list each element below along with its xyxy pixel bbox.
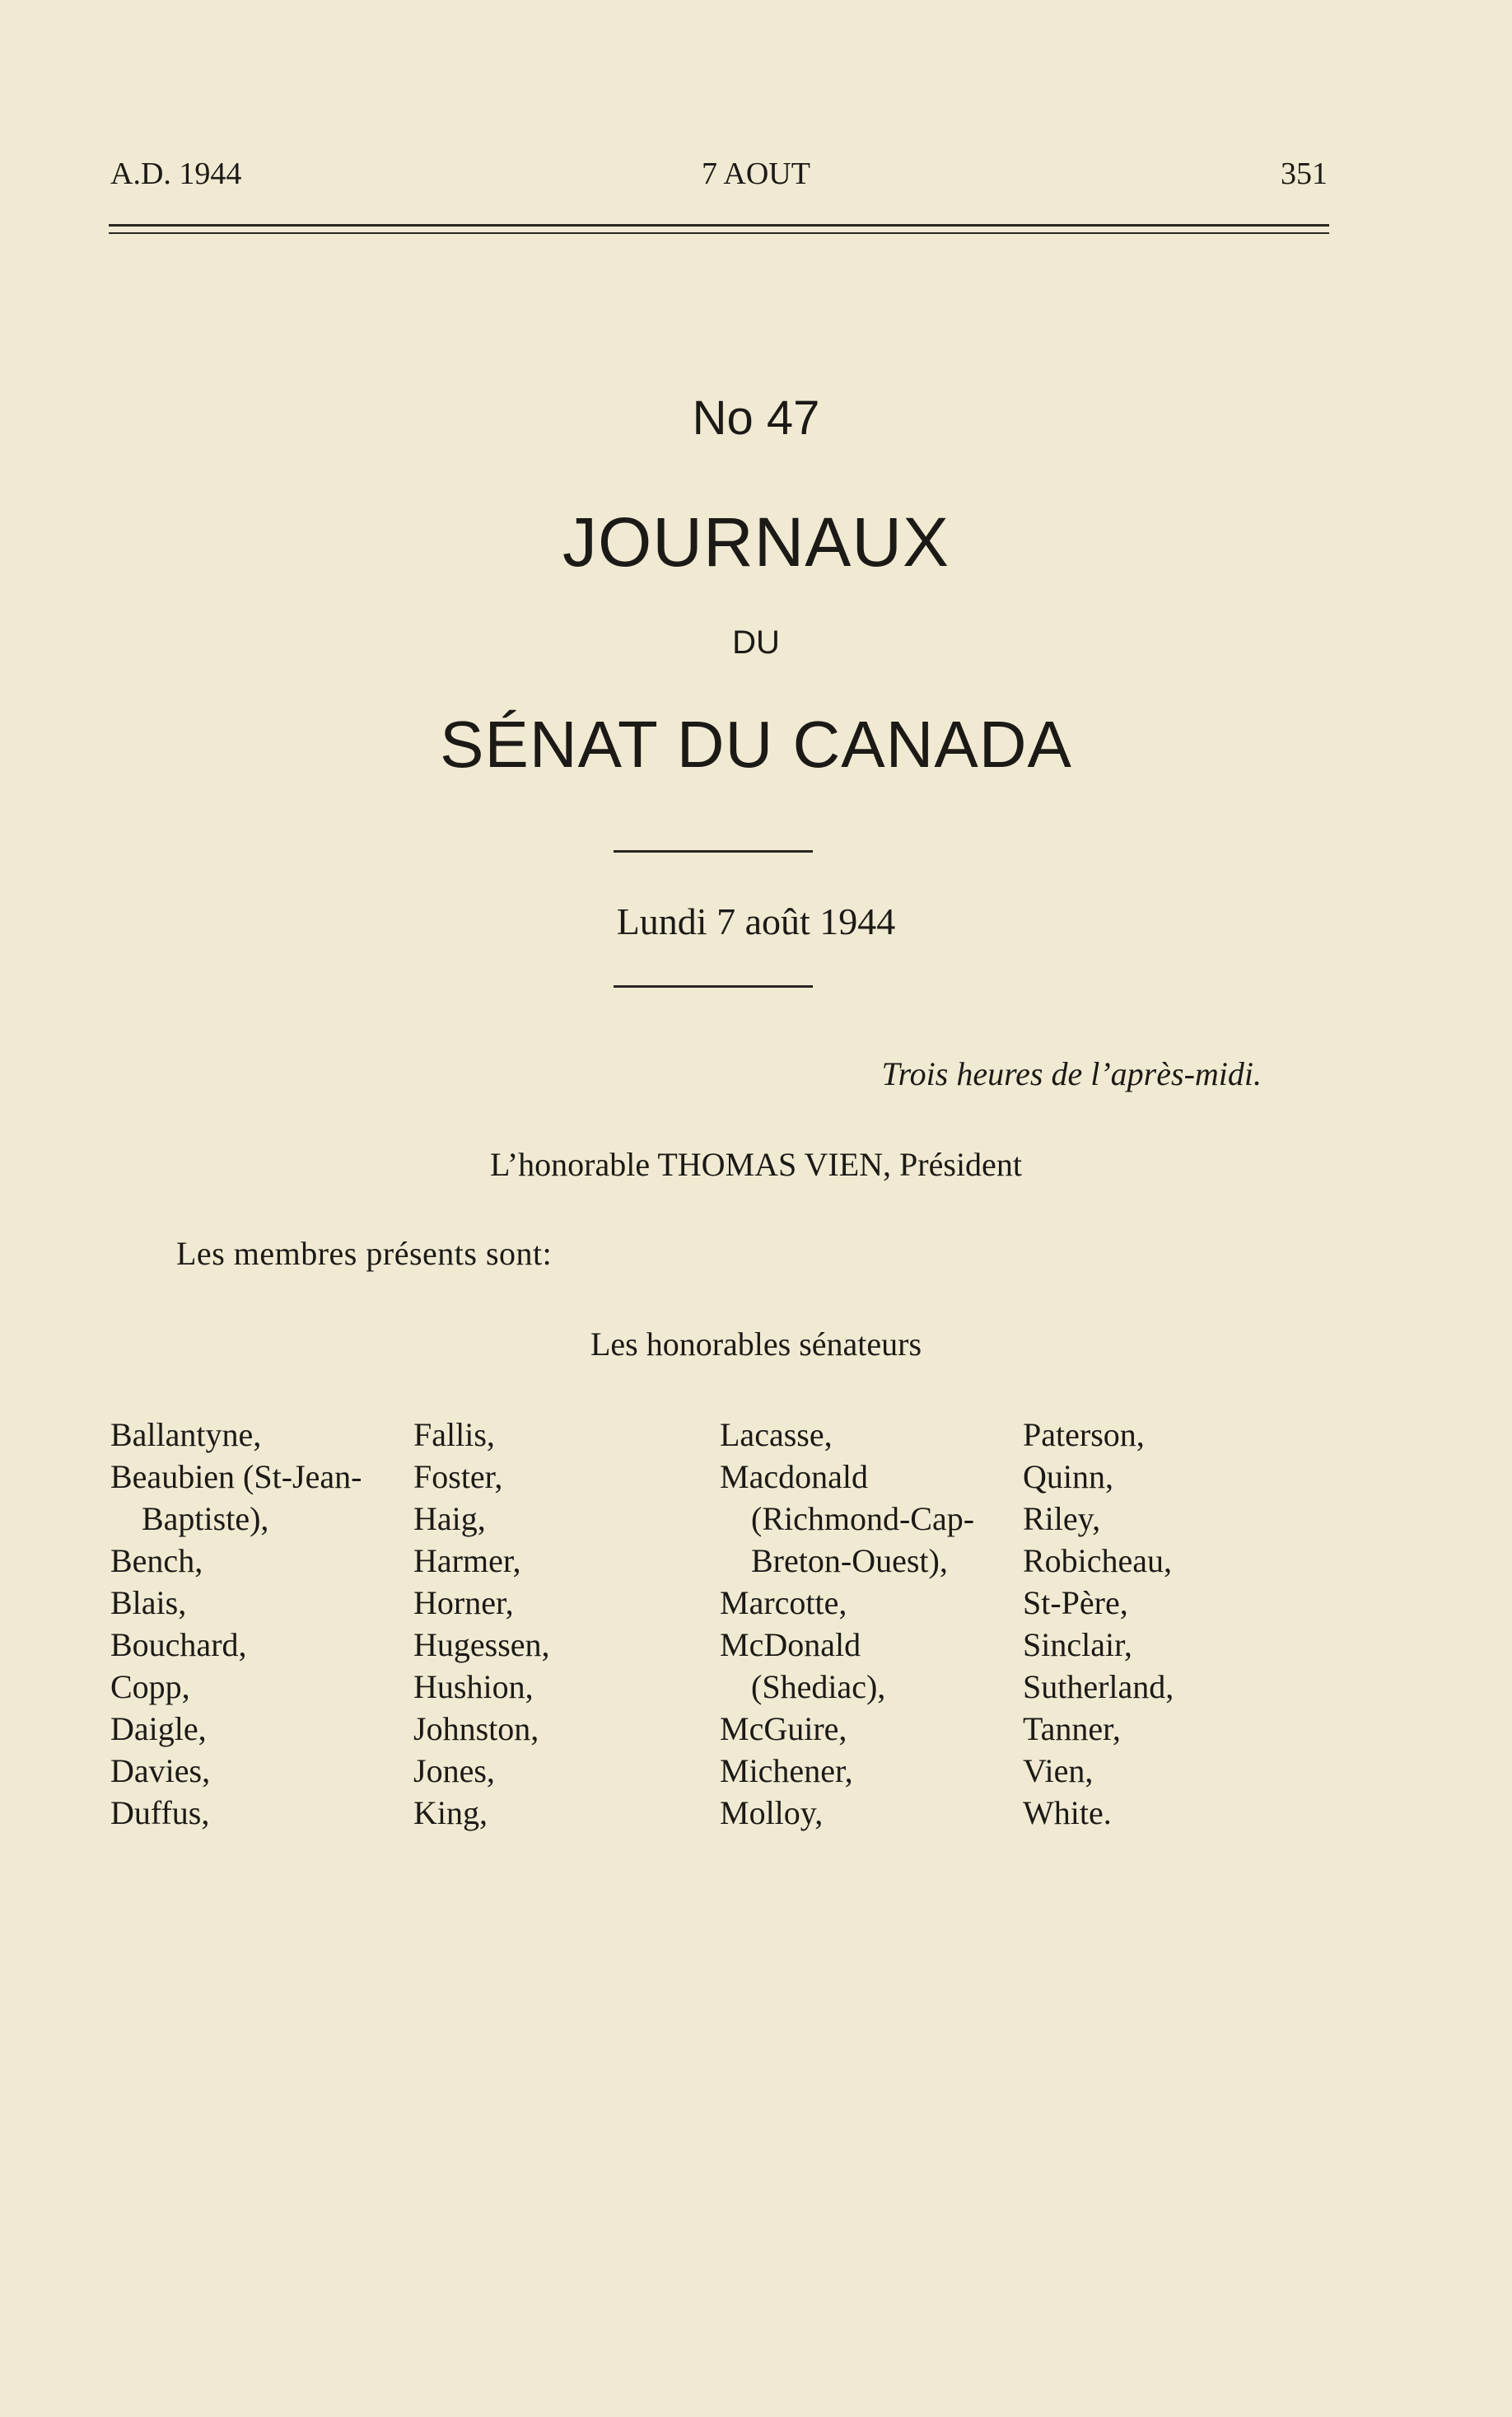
- senators-column-3: [720, 1414, 974, 1834]
- senator-name: Harmer,: [413, 1542, 521, 1579]
- senator-name: Ballantyne,: [110, 1416, 262, 1453]
- senator-name: Horner,: [413, 1584, 514, 1621]
- senator-name: Tanner,: [1023, 1710, 1121, 1747]
- senator-name: Hugessen,: [413, 1626, 550, 1663]
- senator-name: Foster,: [413, 1458, 503, 1495]
- members-intro: Les membres présents sont:: [176, 1235, 553, 1272]
- senator-name: Breton-Ouest),: [751, 1542, 948, 1579]
- senator-name: White.: [1023, 1794, 1112, 1831]
- senator-name: Vien,: [1023, 1752, 1094, 1789]
- senator-name: Marcotte,: [720, 1584, 847, 1621]
- senator-name: Sinclair,: [1023, 1626, 1132, 1663]
- senator-name: Haig,: [413, 1500, 486, 1537]
- senator-name: Bouchard,: [110, 1626, 247, 1663]
- senator-name: McGuire,: [720, 1710, 847, 1747]
- header-date: 7 AOUT: [702, 157, 810, 191]
- senator-name: Johnston,: [413, 1710, 539, 1747]
- senator-name: Paterson,: [1023, 1416, 1145, 1453]
- page-number: 351: [1281, 157, 1328, 191]
- president-line: L’honorable THOMAS VIEN, Président: [490, 1146, 1022, 1183]
- sitting-time: Trois heures de l’après-midi.: [881, 1055, 1262, 1092]
- senator-name: Duffus,: [110, 1794, 210, 1831]
- senator-name: (Richmond-Cap-: [751, 1500, 975, 1537]
- senator-name: Baptiste),: [142, 1500, 269, 1537]
- senators-column-4: [1023, 1414, 1174, 1834]
- senators-heading: Les honorables sénateurs: [590, 1325, 922, 1363]
- senator-name: St-Père,: [1023, 1584, 1128, 1621]
- senator-name: Hushion,: [413, 1668, 534, 1705]
- title-du: DU: [732, 624, 780, 661]
- senator-name: Daigle,: [110, 1710, 207, 1747]
- senator-name: Sutherland,: [1023, 1668, 1174, 1705]
- senator-name: Robicheau,: [1023, 1542, 1173, 1579]
- senator-name: Bench,: [110, 1542, 203, 1579]
- senator-name: Lacasse,: [720, 1416, 833, 1453]
- senator-name: King,: [413, 1794, 488, 1831]
- divider-rule: [614, 850, 813, 853]
- header-rule-top: [109, 224, 1329, 227]
- senators-column-2: [413, 1414, 550, 1834]
- senator-name: Riley,: [1023, 1500, 1101, 1537]
- senator-name: Michener,: [720, 1752, 853, 1789]
- senator-name: Quinn,: [1023, 1458, 1113, 1495]
- senator-name: Jones,: [413, 1752, 495, 1789]
- title-journaux: JOURNAUX: [562, 503, 950, 581]
- title-senat: SÉNAT DU CANADA: [440, 708, 1072, 781]
- senator-name: Copp,: [110, 1668, 190, 1705]
- senator-name: Beaubien (St-Jean-: [110, 1458, 362, 1495]
- senator-name: McDonald: [720, 1626, 861, 1663]
- header-rule-bottom: [109, 232, 1329, 234]
- senator-name: Fallis,: [413, 1416, 495, 1453]
- senator-name: (Shediac),: [751, 1668, 886, 1705]
- senator-name: Macdonald: [720, 1458, 868, 1495]
- issue-number: No 47: [692, 391, 820, 445]
- divider-rule: [614, 985, 813, 988]
- senators-column-1: [110, 1414, 362, 1834]
- senator-name: Blais,: [110, 1584, 187, 1621]
- sitting-date: Lundi 7 août 1944: [616, 900, 896, 942]
- header-year: A.D. 1944: [110, 157, 242, 191]
- senator-name: Molloy,: [720, 1794, 824, 1831]
- senator-name: Davies,: [110, 1752, 211, 1789]
